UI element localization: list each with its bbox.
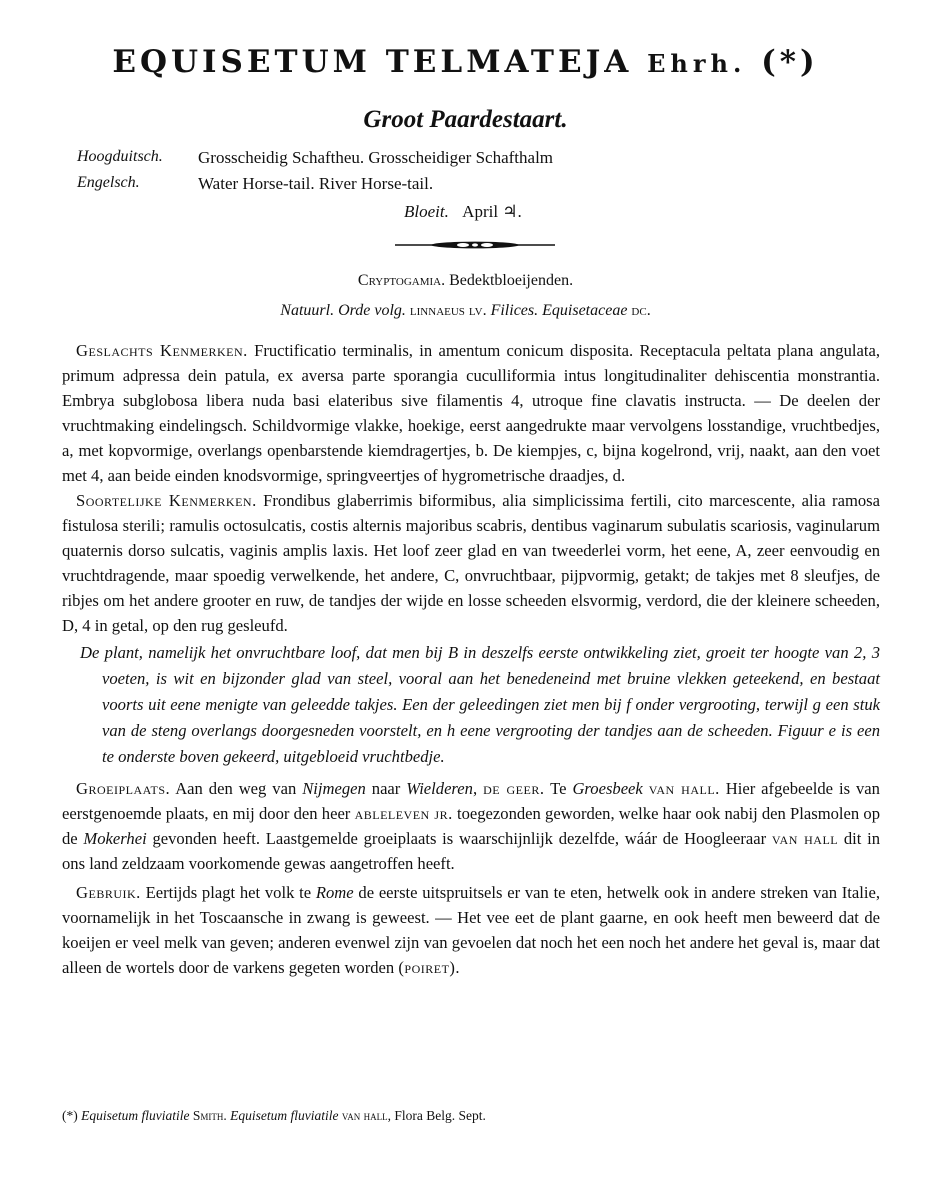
- lang-label-english: Engelsch.: [77, 174, 140, 191]
- species-text: Frondibus glaberrimis biformibus, alia simplicissima fertili, cito marcescente, alia ramosa fistulosa sterili; ramulis octosulcatis, costis alternis majoribus scabris, dentibus vaginarum subulatis scariosis, vaginularum quaternis dorso sulcatis, vaginis amplis laxis. Het loof zeer glad en van tweederlei vorm, het eene, A, zeer eenvoudig en vruchtdragende, maar spoedig verwelkende, het andere, C, onvruchtbaar, pijpvormig, getakt; de takjes met 8 sleufjes, de ribjes om het andere grooter en ruw, de tandjes der wijde en losse scheeden elsvormig, verdord, die der kleinere scheeden, D, 4 in getal, op den rug gesleufd.: [62, 491, 880, 635]
- habitat-text-4: Te: [550, 779, 567, 798]
- genus-characters: [62, 338, 880, 488]
- author-poiret: (poiret).: [398, 958, 461, 977]
- species-characters: [62, 488, 880, 638]
- order-linnaeus: linnaeus lv.: [409, 302, 487, 319]
- cryptogamia-label: Cryptogamia.: [357, 272, 446, 289]
- order-dc: dc.: [631, 302, 651, 319]
- footnote-mark: (*): [62, 1108, 78, 1123]
- habitat-text-8: dit in ons land zeldzaam voorkomende gewas aangetroffen heeft.: [62, 829, 881, 873]
- person-ableleven: ableleven jr.: [354, 804, 453, 823]
- habitat-text-6: toegezonden geworden, welke haar ook nabij den Plasmolen op de: [62, 804, 880, 848]
- habitat-heading: Groeiplaats.: [76, 779, 171, 798]
- class-order: [0, 302, 931, 320]
- place-mokerhei: Mokerhei: [83, 829, 147, 848]
- lang-value-german: Grosscheidig Schaftheu. Grosscheidiger Schafthalm: [198, 148, 554, 167]
- order-family: Equisetaceae: [542, 302, 628, 319]
- usage-paragraph: [62, 880, 880, 980]
- dutch-name: Groot Paardestaart.: [363, 106, 568, 133]
- usage-text-1: Eertijds plagt het volk te: [145, 883, 312, 902]
- flowering-line: [404, 202, 522, 222]
- usage-heading: Gebruik.: [76, 883, 141, 902]
- title-note-ref: (*): [761, 44, 819, 80]
- class-cryptogamia: [0, 272, 931, 290]
- species-heading: Soortelijke Kenmerken.: [76, 491, 257, 510]
- habitat-text-1: Aan den weg van: [175, 779, 297, 798]
- place-wielderen: Wielderen: [406, 779, 473, 798]
- plant-description: De plant, namelijk het onvruchtbare loof, dat men bij B in deszelfs eerste ontwikkeling ziet, groeit ter hoogte van 2, 3 voeten, is wit en bijzonder glad van steel, vooral aan het benedeneind met bruine vlekken geteekend, en bestaat voorts uit eene menigte van geleedde takjes. Een der geleedingen ziet men bij f onder vergrooting, terwijl g een stuk van de steng overlangs doorgesneden voorstelt, en h eene vergrooting der tandjes aan de scheeden. Figuur e is een te onderste boven gekeerd, uitgebloeid vruchtbedje.: [80, 643, 880, 766]
- habitat-paragraph: [62, 776, 880, 876]
- flowering-label: Bloeit.: [404, 202, 449, 221]
- ornamental-divider: [395, 238, 555, 252]
- page-title: [0, 44, 931, 80]
- footnote-synonym-2: Equisetum fluviatile: [230, 1108, 339, 1123]
- title-species: EQUISETUM TELMATEJA: [112, 44, 633, 80]
- footnote-synonym-1: Equisetum fluviatile: [81, 1108, 190, 1123]
- flowering-value: April ♃.: [462, 202, 522, 221]
- genus-heading: Geslachts Kenmerken.: [76, 341, 248, 360]
- genus-text: Fructificatio terminalis, in amentum conicum disposita. Receptacula peltata plana angulata, primum adpressa dein patula, ex aversa parte sporangia cuculliformia intus longitudinaliter dehiscentia monstrantia. Embrya subglobosa libera nuda basi elateribus sive filamentis 4, utroque fine clavatis instructa. — De deelen der vruchtmaking eindelingsch. Schildvormige vlakke, hoekige, eerst aangedrukte maar vervolgens losstandige, vruchtbedjes, a, met kopvormige, overlangs openbarstende kiemdragertjes, b. De kiempjes, c, bijna kogelrond, vrij, naakt, aan den voet met 4, aan beide einden knodsvormige, springveertjes of hygrometrische draadjes, d.: [62, 341, 880, 485]
- place-groesbeek: Groesbeek: [572, 779, 643, 798]
- order-label: Natuurl. Orde volg.: [280, 302, 406, 319]
- footnote: [62, 1108, 880, 1124]
- author-de-geer: de geer.: [483, 779, 545, 798]
- body-text: [62, 338, 880, 980]
- author-van-hall: van hall.: [648, 779, 720, 798]
- title-author: Ehrh.: [647, 49, 747, 78]
- footnote-reference: Flora Belg. Sept.: [394, 1108, 486, 1123]
- order-filices: Filices.: [490, 302, 539, 319]
- habitat-text-2: naar: [371, 779, 401, 798]
- footnote-author-van-hall: van hall,: [341, 1108, 391, 1123]
- lang-label-german: Hoogduitsch.: [77, 148, 163, 165]
- habitat-text-5: Hier afgebeelde is van eerstgenoemde plaats, en mij door den heer: [62, 779, 880, 823]
- footnote-author-smith: Smith.: [192, 1108, 227, 1123]
- cryptogamia-dutch: Bedektbloeijenden.: [449, 272, 574, 289]
- lang-value-english: Water Horse-tail. River Horse-tail.: [198, 174, 434, 193]
- author-van-hall-2: van hall: [771, 829, 839, 848]
- habitat-text-3: ,: [472, 779, 478, 798]
- place-rome: Rome: [315, 883, 354, 902]
- usage-text-2: de eerste uitspruitsels er van te eten, hetwelk ook in andere streken van Italie, voornamelijk in het Toscaansche in zwang is geweest. — Het vee eet de plant gaarne, en ook heeft men beweerd dat de koeijen er veel melk van geven; anderen evenwel zijn van gevoelen dat noch het een noch het andere het geval is, maar dat alleen de wortels door de varkens gegeten worden: [62, 883, 880, 977]
- place-nijmegen: Nijmegen: [302, 779, 366, 798]
- habitat-text-7: gevonden heeft. Laastgemelde groeiplaats is waarschijnlijk dezelfde, wáár de Hoogleeraar: [152, 829, 767, 848]
